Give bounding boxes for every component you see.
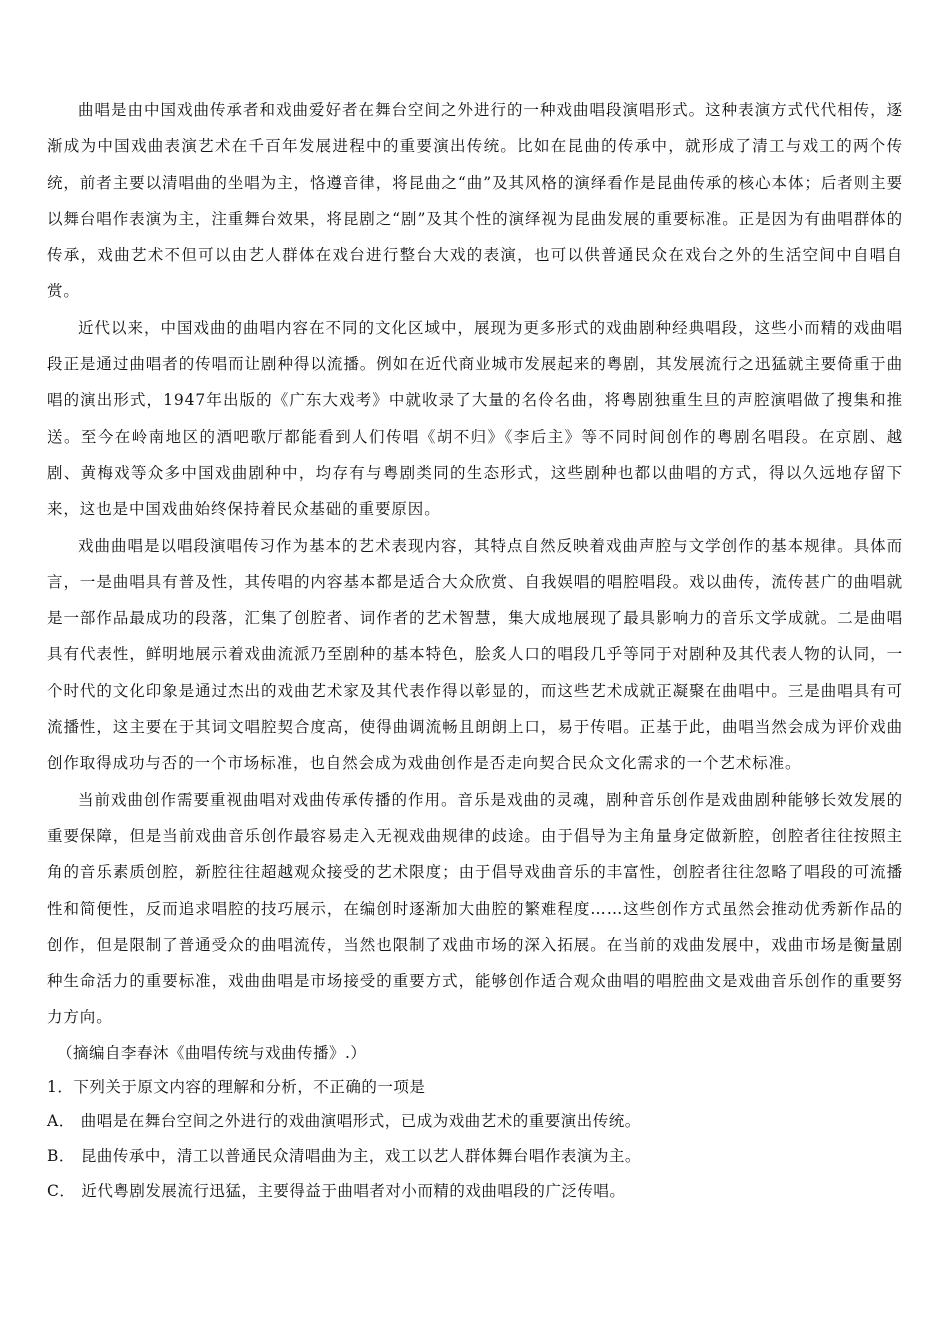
option-c — [47, 1174, 903, 1209]
question-block — [47, 1070, 903, 1208]
paragraph-3: 戏曲曲唱是以唱段演唱传习作为基本的艺术表现内容，其特点自然反映着戏曲声腔与文学创作的基本规律。具体而言，一是曲唱具有普及性，其传唱的内容基本都是适合大众欣赏、自我娱唱的唱腔唱段。戏以曲传，流传甚广的曲唱就是一部作品最成功的段落，汇集了创腔者、词作者的艺术智慧，集大成地展现了最具影响力的音乐文学成就。二是曲唱具有代表性，鲜明地展示着戏曲流派乃至剧种的基本特色，脍炙人口的唱段几乎等同于对剧种及其代表人物的认同，一个时代的文化印象是通过杰出的戏曲艺术家及其代表作得以彰显的，而这些艺术成就正凝聚在曲唱中。三是曲唱具有可流播性，这主要在于其词文唱腔契合度高，使得曲调流畅且朗朗上口，易于传唱。正基于此，曲唱当然会成为评价戏曲创作取得成功与否的一个市场标准，也自然会成为戏曲创作是否走向契合民众文化需求的一个艺术标准。 — [47, 536, 903, 773]
paragraph-1: 曲唱是由中国戏曲传承者和戏曲爱好者在舞台空间之外进行的一种戏曲唱段演唱形式。这种表演方式代代相传，逐渐成为中国戏曲表演艺术在千百年发展进程中的重要演出传统。比如在昆曲的传承中，就形成了清工与戏工的两个传统，前者主要以清唱曲的坐唱为主，恪遵音律，将昆曲之“曲”及其风格的演绎看作是昆曲传承的核心本体；后者则主要以舞台唱作表演为主，注重舞台效果，将昆剧之“剧”及其个性的演绎视为昆曲发展的重要标准。正是因为有曲唱群体的传承，戏曲艺术不但可以由艺人群体在戏台进行整台大戏的表演，也可以供普通民众在戏台之外的生活空间中自唱自赏。 — [47, 101, 903, 301]
option-label: C． — [47, 1181, 76, 1200]
option-label: B． — [47, 1146, 75, 1165]
paragraph-4: 当前戏曲创作需要重视曲唱对戏曲传承传播的作用。音乐是戏曲的灵魂，剧种音乐创作是戏曲剧种能够长效发展的重要保障，但是当前戏曲音乐创作最容易走入无视戏曲规律的歧途。由于倡导为主角量身定做新腔，创腔者往往按照主角的音乐素质创腔，新腔往往超越观众接受的艺术限度；由于倡导戏曲音乐的丰富性，创腔者往往忽略了唱段的可流播性和简便性，反而追求唱腔的技巧展示，在编创时逐渐加大曲腔的繁难程度……这些创作方式虽然会推动优秀新作品的创作，但是限制了普通受众的曲唱流传，当然也限制了戏曲市场的深入拓展。在当前的戏曲发展中，戏曲市场是衡量剧种生命活力的重要标准，戏曲曲唱是市场接受的重要方式，能够创作适合观众曲唱的唱腔曲文是戏曲音乐创作的重要努力方向。 — [47, 790, 903, 1027]
option-a — [47, 1104, 903, 1139]
question-stem: 1．下列关于原文内容的理解和分析，不正确的一项是 — [47, 1077, 426, 1096]
option-b — [47, 1139, 903, 1174]
option-label: A． — [47, 1112, 75, 1131]
document-page — [47, 92, 903, 1208]
source-citation: （摘编自李春沐《曲唱传统与戏曲传播》.） — [57, 1043, 367, 1062]
option-text: 近代粤剧发展流行迅猛，主要得益于曲唱者对小而精的戏曲唱段的广泛传唱。 — [81, 1181, 626, 1200]
option-text: 昆曲传承中，清工以普通民众清唱曲为主，戏工以艺人群体舞台唱作表演为主。 — [80, 1146, 641, 1165]
option-text: 曲唱是在舞台空间之外进行的戏曲演唱形式，已成为戏曲艺术的重要演出传统。 — [80, 1112, 641, 1131]
paragraph-2: 近代以来，中国戏曲的曲唱内容在不同的文化区域中，展现为更多形式的戏曲剧种经典唱段，这些小而精的戏曲唱段正是通过曲唱者的传唱而让剧种得以流播。例如在近代商业城市发展起来的粤剧，其发展流行之迅猛就主要倚重于曲唱的演出形式，1947年出版的《广东大戏考》中就收录了大量的名伶名曲，将粤剧独重生旦的声腔演唱做了搜集和推送。至今在岭南地区的酒吧歌厅都能看到人们传唱《胡不归》《李后主》等不同时间创作的粤剧名唱段。在京剧、越剧、黄梅戏等众多中国戏曲剧种中，均存有与粤剧类同的生态形式，这些剧种也都以曲唱的方式，得以久远地存留下来，这也是中国戏曲始终保持着民众基础的重要原因。 — [47, 318, 903, 519]
article-body — [47, 92, 903, 1036]
